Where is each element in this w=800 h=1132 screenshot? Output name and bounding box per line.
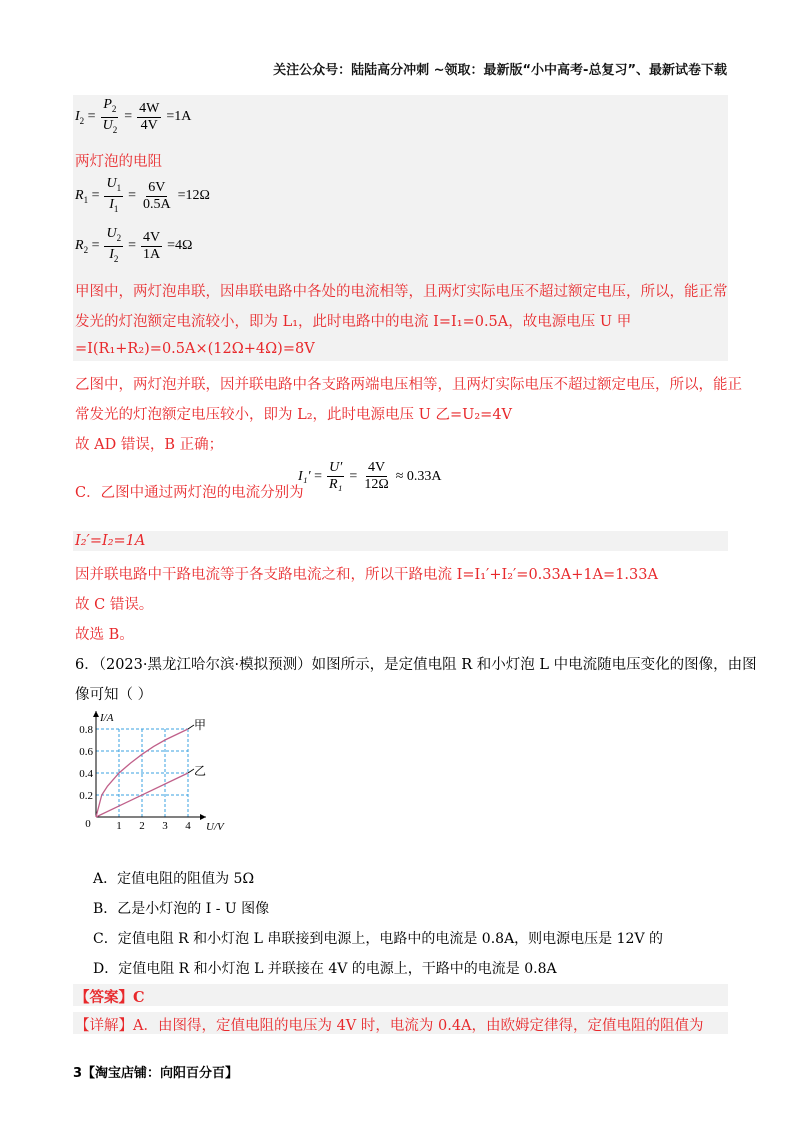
series-label: 甲 — [194, 718, 207, 732]
option-c: C．定值电阻 R 和小灯泡 L 串联接到电源上，电路中的电流是 0.8A，则电源电压是 12V 的 — [93, 931, 663, 947]
jia-paragraph-line3: =I(R₁+R₂)=0.5A×(12Ω+4Ω)=8V — [75, 341, 315, 357]
c-intro-line: C．乙图中通过两灯泡的电流分别为 — [75, 485, 304, 501]
option-d: D．定值电阻 R 和小灯泡 L 并联接在 4V 的电源上，干路中的电流是 0.8A — [93, 961, 557, 977]
parallel-current-line: 因并联电路中干路电流等于各支路电流之和，所以干路电流 I=I₁′+I₂′=0.33A+1A=1.33A — [75, 567, 658, 583]
c-wrong-line: 故 C 错误。 — [75, 597, 154, 613]
option-a: A．定值电阻的阻值为 5Ω — [93, 871, 255, 887]
x-axis-label: U/V — [206, 821, 224, 833]
y-tick-label: 0.2 — [79, 790, 93, 802]
x-tick-label: 2 — [139, 820, 145, 832]
option-b: B．乙是小灯泡的 I - U 图像 — [93, 901, 270, 917]
y-tick-label: 0.6 — [79, 746, 93, 758]
equation-i2: $I_2$ = $\frac{P_2}{U_2}$ = $\frac{4W}{4V}$ =1A — [75, 97, 192, 135]
answer-line: 【答案】C — [75, 989, 145, 1006]
series-label: 乙 — [194, 764, 207, 778]
yi-paragraph-line1: 乙图中，两灯泡并联，因并联电路中各支路两端电压相等，且两灯实际电压不超过额定电压，所以，能正 — [75, 377, 742, 393]
iu-chart — [70, 700, 230, 835]
y-axis-arrow — [93, 711, 99, 717]
x-tick-label: 4 — [185, 820, 191, 832]
yi-paragraph-line2: 常发光的灯泡额定电压较小，即为 L₂，此时电源电压 U 乙=U₂=4V — [75, 407, 513, 423]
question-line1: 6．（2023·黑龙江哈尔滨·模拟预测）如图所示，是定值电阻 R 和小灯泡 L 中电流随电压变化的图像，由图 — [75, 657, 757, 673]
equation-r1: $R_1$ = $\frac{U_1}{I_1}$ = $\frac{6V}{0.5A}$ =12Ω — [75, 176, 210, 214]
question-line2: 像可知（ ） — [75, 687, 153, 703]
i2p-background — [73, 531, 728, 551]
i2-prime-line: I₂′=I₂=1A — [75, 533, 146, 549]
y-tick-label: 0.8 — [79, 724, 93, 736]
y-tick-label: 0.4 — [79, 768, 93, 780]
y-axis-label: I/A — [100, 712, 114, 724]
ad-wrong-line: 故 AD 错误，B 正确； — [75, 437, 224, 453]
jia-paragraph-line1: 甲图中，两灯泡串联，因串联电路中各处的电流相等，且两灯实际电压不超过额定电压，所以，能正常 — [75, 284, 728, 300]
equation-r2: $R_2$ = $\frac{U_2}{I_2}$ = $\frac{4V}{1A}$ =4Ω — [75, 226, 193, 264]
equation-i1-prime: I₁′ = $\frac{U'}{\text{R₁}}$ = $\frac{4V}{12\Omega}$ ≈ 0.33A — [298, 460, 442, 492]
resistance-title: 两灯泡的电阻 — [75, 154, 162, 170]
page-footer: 3【淘宝店铺：向阳百分百】 — [73, 1066, 239, 1081]
x-axis-arrow — [200, 814, 206, 820]
answer-background — [73, 984, 728, 1006]
choose-b-line: 故选 B。 — [75, 627, 134, 643]
jia-paragraph-line2: 发光的灯泡额定电流较小，即为 L₁，此时电路中的电流 I=I₁=0.5A，故电源电压 U 甲 — [75, 314, 632, 330]
detail-line: 【详解】A．由图得，定值电阻的电压为 4V 时，电流为 0.4A，由欧姆定律得，定值电阻的阻值为 — [75, 1018, 704, 1034]
origin-label: 0 — [85, 818, 91, 830]
x-tick-label: 3 — [162, 820, 168, 832]
page-header: 关注公众号：陆陆高分冲刺 ~领取：最新版“小中高考-总复习”、最新试卷下载 — [273, 63, 727, 78]
x-tick-label: 1 — [116, 820, 122, 832]
